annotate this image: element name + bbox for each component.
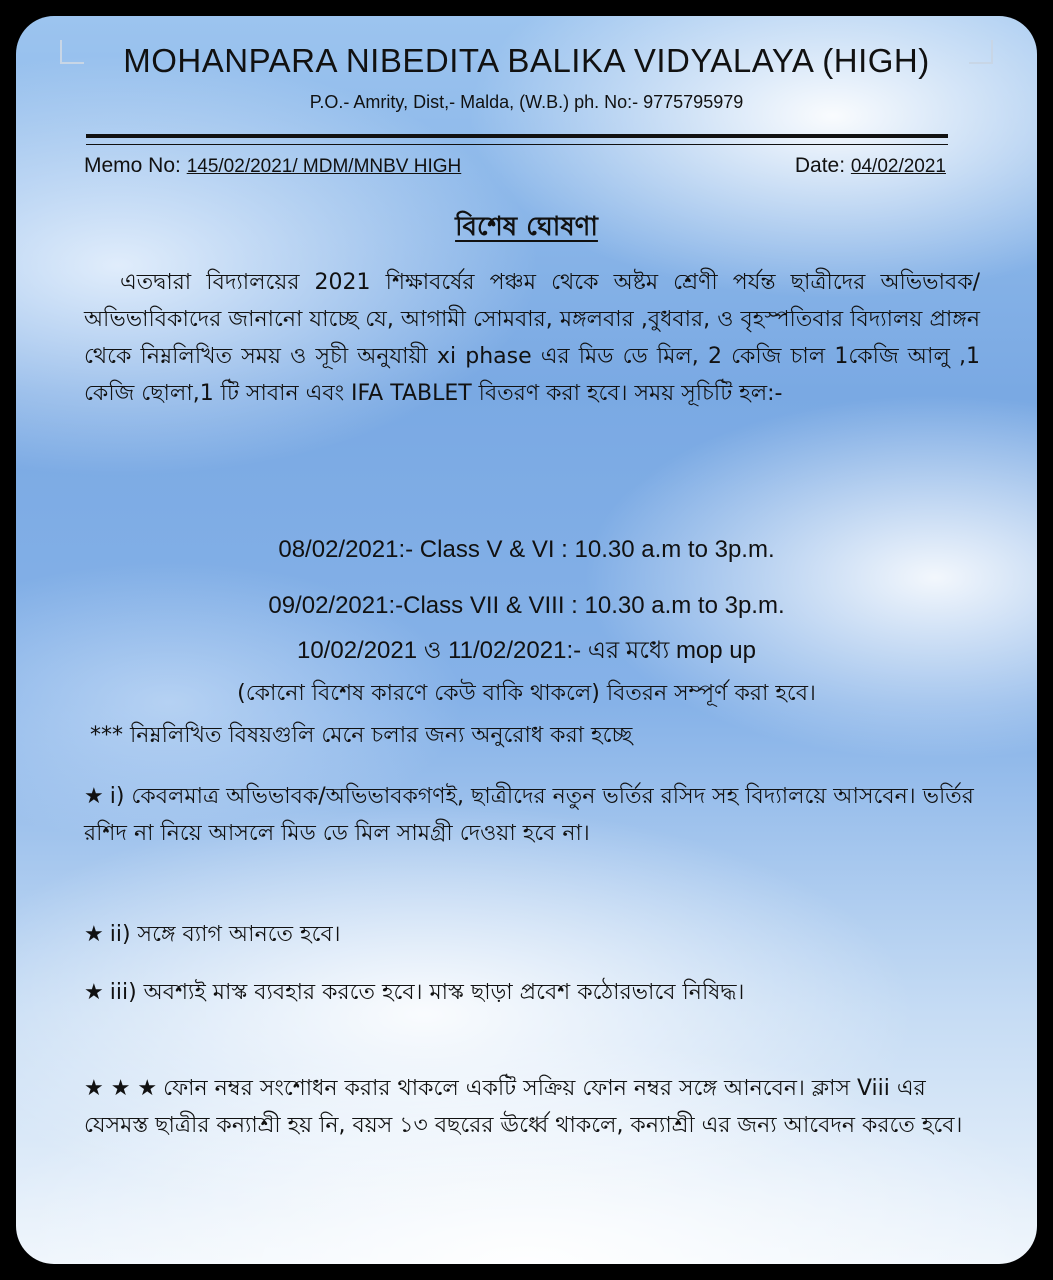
- memo-label: Memo No:: [84, 154, 181, 177]
- memo-row: [84, 154, 946, 178]
- schedule-note: (কোনো বিশেষ কারণে কেউ বাকি থাকলে) বিতরন সম্পূর্ণ করা হবে।: [237, 681, 816, 706]
- instruction-text: i) কেবলমাত্র অভিভাবক/অভিভাবকগণই, ছাত্রীদের নতুন ভর্তির রসিদ সহ বিদ্যালয়ে আসবেন। ভর্তির রশিদ না নিয়ে আসলে মিড ডে মিল সামগ্রী দেওয়া হবে না।: [84, 784, 974, 846]
- instruction-item: [84, 1070, 980, 1144]
- notice-title: [16, 206, 1037, 250]
- school-name: MOHANPARA NIBEDITA BALIKA VIDYALAYA (HIGH): [123, 42, 930, 79]
- notice-title-text: বিশেষ ঘোষণা: [455, 212, 598, 242]
- memo-value: 145/02/2021/ MDM/MNBV HIGH: [186, 156, 462, 177]
- instruction-item: [84, 916, 980, 953]
- instruction-text: iii) অবশ্যই মাস্ক ব্যবহার করতে হবে। মাস্ক ছাড়া প্রবেশ কঠোরভাবে নিষিদ্ধ।: [109, 980, 745, 1005]
- schedule-line-2: 09/02/2021:-Class VII & VIII : 10.30 a.m to 3p.m.: [268, 592, 785, 619]
- instruction-text: ফোন নম্বর সংশোধন করার থাকলে একটি সক্রিয় ফোন নম্বর সঙ্গে আনবেন। ক্লাস Viii এর যেসমস্ত ছাত্রীর কন্যাশ্রী হয় নি, বয়স ১৩ বছরের ঊর্ধ্বে থাকলে, কন্যাশ্রী এর জন্য আবেদন করতে হবে।: [84, 1076, 963, 1138]
- intro-paragraph: এতদ্বারা বিদ্যালয়ের 2021 শিক্ষাবর্ষের পঞ্চম থেকে অষ্টম শ্রেণী পর্যন্ত ছাত্রীদের অভিভাবক/অভিভাবিকাদের জানানো যাচ্ছে যে, আগামী সোমবার, মঙ্গলবার ,বুধবার, ও বৃহস্পতিবার বিদ্যালয় প্রাঙ্গন থেকে নিম্নলিখিত সময় ও সূচী অনুযায়ী xi phase এর মিড ডে মিল, 2 কেজি চাল 1কেজি আলু ,1 কেজি ছোলা,1 টি সাবান এবং IFA TABLET বিতরণ করা হবে। সময় সূচিটি হল:-: [84, 270, 980, 406]
- date-label: Date:: [794, 154, 846, 177]
- header-divider-thin: [86, 144, 948, 145]
- school-address: P.O.- Amrity, Dist,- Malda, (W.B.) ph. No:- 9775795979: [309, 92, 744, 112]
- schedule-line-3: 10/02/2021 ও 11/02/2021:- এর মধ্যে mop up: [296, 637, 756, 664]
- memo-number: [84, 154, 461, 178]
- request-line: *** নিম্নলিখিত বিষয়গুলি মেনে চলার জন্য অনুরোধ করা হচ্ছে: [90, 723, 633, 748]
- memo-date: [795, 154, 946, 178]
- date-value: 04/02/2021: [850, 156, 946, 177]
- schedule-line-1: 08/02/2021:- Class V & VI : 10.30 a.m to 3p.m.: [278, 536, 775, 563]
- instruction-item: [84, 974, 980, 1011]
- notice-document: [16, 16, 1037, 1264]
- star-icon: ★: [84, 784, 104, 809]
- star-icon: ★: [84, 980, 104, 1005]
- instruction-text: ii) সঙ্গে ব্যাগ আনতে হবে।: [109, 922, 341, 947]
- star-icon: ★: [84, 922, 104, 947]
- instruction-item: [84, 778, 980, 852]
- star-icon: ★ ★ ★: [84, 1076, 158, 1101]
- header-divider-thick: [86, 134, 948, 138]
